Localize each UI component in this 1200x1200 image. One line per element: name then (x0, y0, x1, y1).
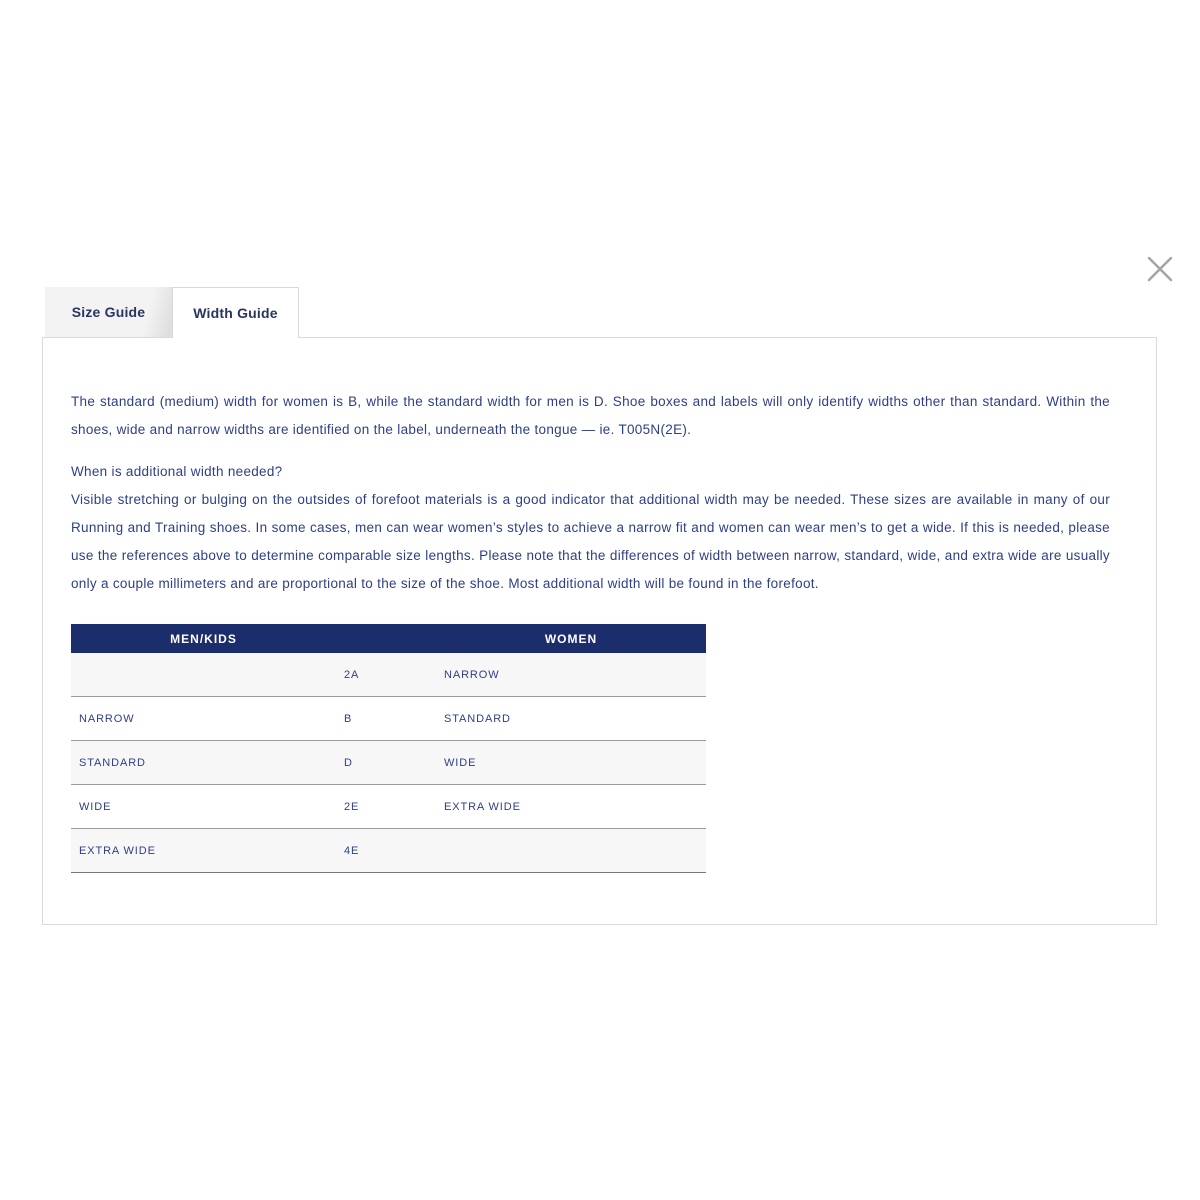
table-row (71, 653, 706, 697)
tab-size-guide[interactable] (45, 287, 172, 337)
intro-paragraph: The standard (medium) width for women is B, while the standard width for men is D. Shoe boxes and labels will only identify widths other than standard. Within the shoes, wide and narrow widths are identified on the label, underneath the tongue — ie. T005N(2E). (71, 394, 1110, 437)
tab-width-guide[interactable] (172, 287, 299, 338)
body-paragraph: Visible stretching or bulging on the outsides of forefoot materials is a good indicator that additional width may be needed. These sizes are available in many of our Running and Training shoes. In some cases, men can wear women’s styles to achieve a narrow fit and women can wear men’s to get a wide. If this is needed, please use the references above to determine comparable size lengths. Please note that the differences of width between narrow, standard, wide, and extra wide are usually only a couple millimeters and are proportional to the size of the shoe. Most additional width will be found in the forefoot. (71, 492, 1110, 591)
table-row (71, 697, 706, 741)
tab-size-guide-label: Size Guide (71, 304, 146, 320)
width-comparison-table (71, 624, 706, 873)
width-code-cell: 4E (344, 844, 360, 857)
men-width-cell: NARROW (79, 712, 135, 725)
width-code-cell: D (344, 756, 353, 769)
table-row (71, 829, 706, 873)
table-row (71, 741, 706, 785)
width-code-cell: 2E (344, 800, 360, 813)
table-header-row (71, 624, 706, 653)
width-code-cell: 2A (344, 668, 360, 681)
header-women: WOMEN (544, 631, 598, 646)
men-width-cell: STANDARD (79, 756, 146, 769)
width-guide-content (43, 338, 1156, 873)
section-heading: When is additional width needed? (71, 464, 283, 479)
table-row (71, 785, 706, 829)
women-width-cell: EXTRA WIDE (444, 800, 521, 813)
women-width-cell: WIDE (444, 756, 477, 769)
men-width-cell: EXTRA WIDE (79, 844, 156, 857)
tab-width-guide-label: Width Guide (193, 305, 278, 321)
width-code-cell: B (344, 712, 353, 725)
header-men-kids: MEN/KIDS (170, 631, 237, 646)
women-width-cell: NARROW (444, 668, 500, 681)
guide-tabs (45, 287, 299, 338)
width-guide-panel (42, 337, 1157, 925)
men-width-cell: WIDE (79, 800, 112, 813)
close-button[interactable] (1142, 251, 1178, 287)
close-icon (1144, 253, 1176, 285)
women-width-cell: STANDARD (444, 712, 511, 725)
